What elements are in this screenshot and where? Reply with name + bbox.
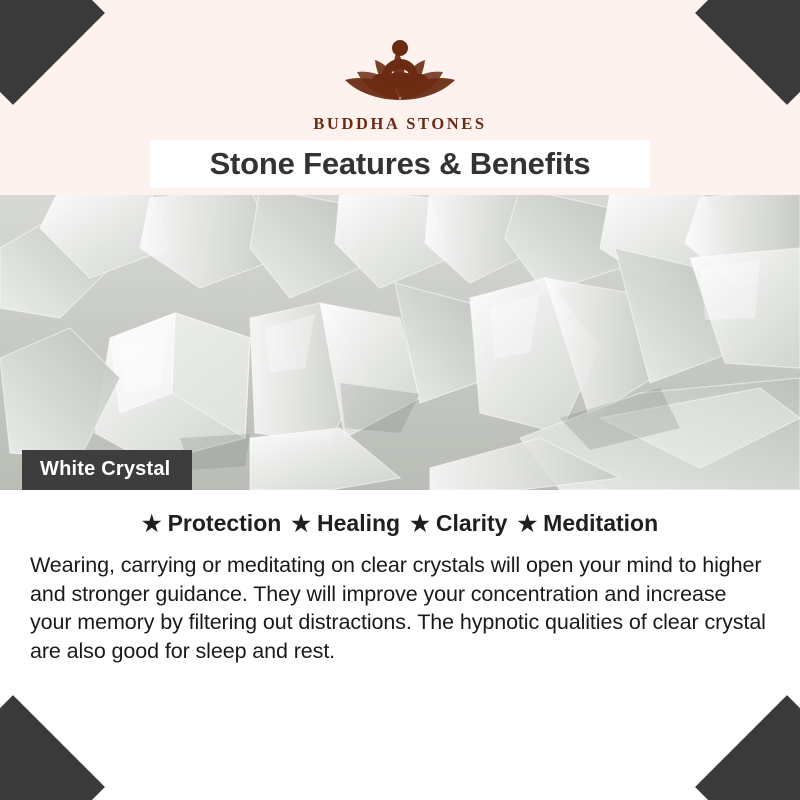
benefit-label: Healing (317, 510, 401, 536)
star-icon: ★ (141, 510, 162, 536)
star-icon: ★ (291, 510, 312, 536)
page-title: Stone Features & Benefits (209, 146, 591, 181)
benefit-item (291, 510, 400, 537)
benefit-item (410, 510, 507, 537)
image-caption-badge: White Crystal (22, 450, 192, 490)
title-banner (150, 140, 650, 188)
benefit-item (142, 510, 281, 537)
benefit-label: Protection (167, 510, 282, 536)
lotus-meditation-figure-icon (315, 26, 485, 110)
header (0, 0, 800, 195)
star-icon: ★ (410, 510, 430, 536)
benefit-label: Meditation (543, 510, 659, 536)
brand-logo (0, 26, 800, 134)
benefit-label: Clarity (435, 510, 508, 536)
benefit-item (517, 510, 658, 537)
star-icon: ★ (517, 510, 538, 536)
benefits-list (26, 490, 774, 537)
brand-name: BUDDHA STONES (313, 114, 487, 133)
description-text: Wearing, carrying or meditating on clear crystals will open your mind to higher and stronger guidance. They will improve your concentration and increase your memory by filtering out distractions. The hypnotic qualities of clear crystal are also good for sleep and rest. (30, 553, 766, 663)
content-panel (0, 490, 800, 800)
hero-image (0, 188, 800, 490)
